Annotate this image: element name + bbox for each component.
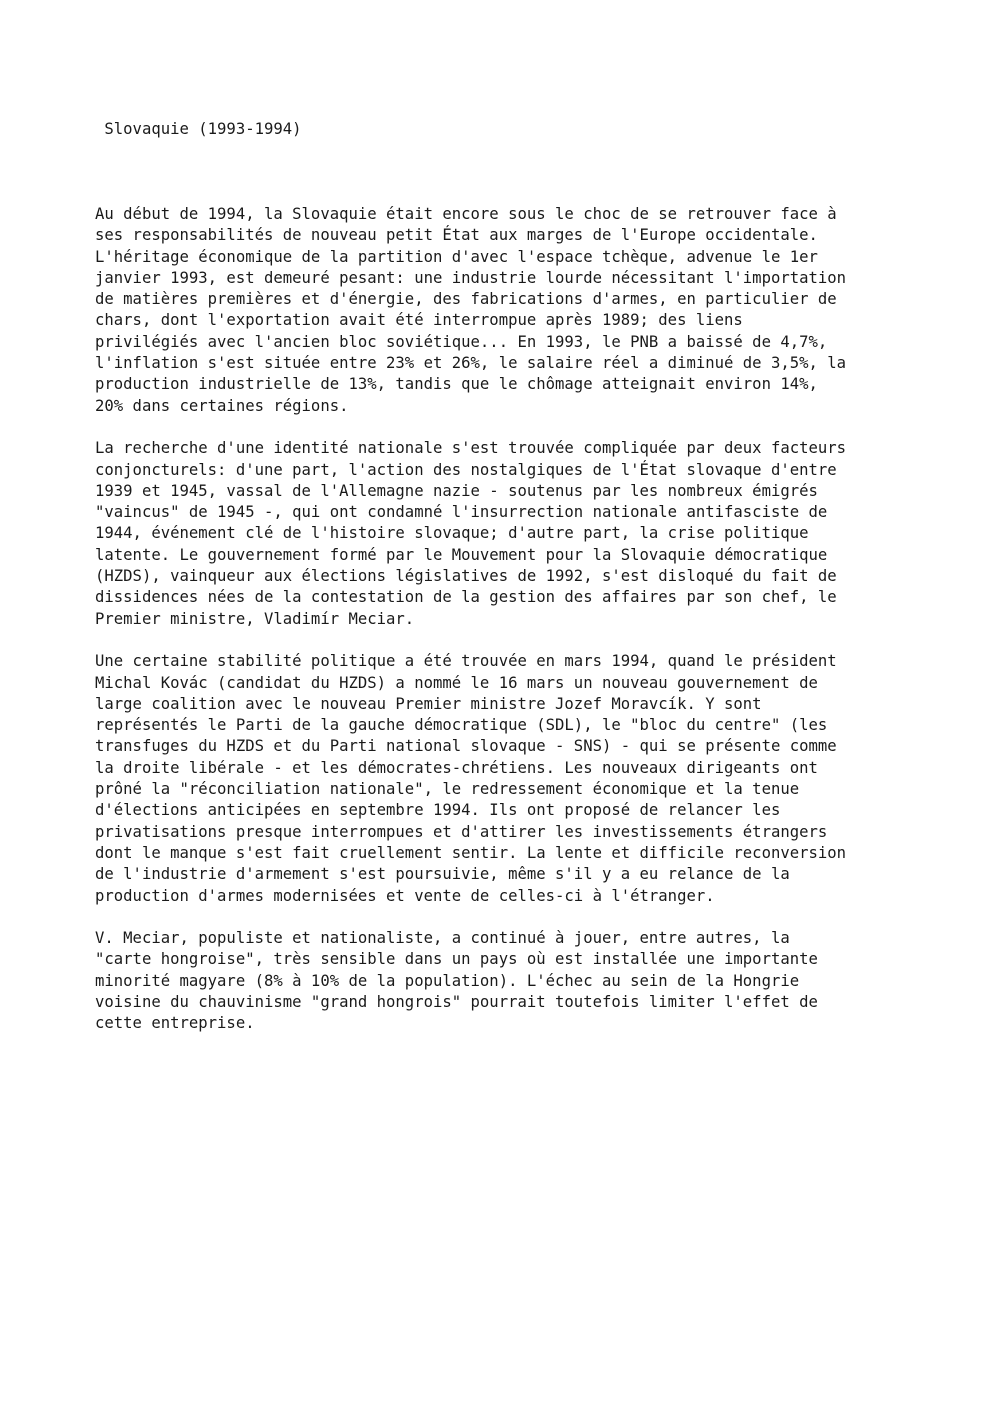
document-body bbox=[95, 204, 945, 1056]
text-line: L'héritage économique de la partition d'avec l'espace tchèque, advenue le 1er bbox=[95, 247, 818, 266]
paragraph-national-identity bbox=[95, 438, 945, 630]
text-line: 20% dans certaines régions. bbox=[95, 396, 349, 415]
text-line: Michal Kovác (candidat du HZDS) a nommé le 16 mars un nouveau gouvernement de bbox=[95, 673, 818, 692]
text-line: transfuges du HZDS et du Parti national slovaque - SNS) - qui se présente comme bbox=[95, 737, 837, 756]
text-line: minorité magyare (8% à 10% de la population). L'échec au sein de la Hongrie bbox=[95, 971, 800, 990]
text-line: production d'armes modernisées et vente de celles-ci à l'étranger. bbox=[95, 886, 715, 905]
text-line: (HZDS), vainqueur aux élections législatives de 1992, s'est disloqué du fait de bbox=[95, 567, 837, 586]
text-line: janvier 1993, est demeuré pesant: une industrie lourde nécessitant l'importation bbox=[95, 268, 847, 287]
text-line: Une certaine stabilité politique a été trouvée en mars 1994, quand le président bbox=[95, 652, 837, 671]
text-line: de matières premières et d'énergie, des fabrications d'armes, en particulier de bbox=[95, 290, 837, 309]
text-line: la droite libérale - et les démocrates-chrétiens. Les nouveaux dirigeants ont bbox=[95, 758, 818, 777]
text-line: représentés le Parti de la gauche démocratique (SDL), le "bloc du centre" (les bbox=[95, 716, 828, 735]
text-line: Premier ministre, Vladimír Meciar. bbox=[95, 609, 415, 628]
text-line: Au début de 1994, la Slovaquie était encore sous le choc de se retrouver face à bbox=[95, 205, 837, 223]
text-line: dissidences nées de la contestation de la gestion des affaires par son chef, le bbox=[95, 588, 837, 607]
text-line: V. Meciar, populiste et nationaliste, a continué à jouer, entre autres, la bbox=[95, 929, 790, 948]
text-line: chars, dont l'exportation avait été interrompue après 1989; des liens bbox=[95, 311, 743, 330]
text-line: production industrielle de 13%, tandis que le chômage atteignait environ 14%, bbox=[95, 375, 818, 394]
text-line: l'inflation s'est située entre 23% et 26%, le salaire réel a diminué de 3,5%, la bbox=[95, 354, 847, 373]
text-line: d'élections anticipées en septembre 1994. Ils ont proposé de relancer les bbox=[95, 801, 781, 820]
text-line: large coalition avec le nouveau Premier ministre Jozef Moravcík. Y sont bbox=[95, 694, 762, 713]
text-line: dont le manque s'est fait cruellement sentir. La lente et difficile reconversion bbox=[95, 843, 847, 862]
paragraph-economy bbox=[95, 204, 945, 417]
text-line: 1944, événement clé de l'histoire slovaque; d'autre part, la crise politique bbox=[95, 524, 809, 543]
paragraph-hungarian-card bbox=[95, 928, 945, 1034]
text-line: "vaincus" de 1945 -, qui ont condamné l'insurrection nationale antifasciste de bbox=[95, 503, 828, 522]
text-line: voisine du chauvinisme "grand hongrois" pourrait toutefois limiter l'effet de bbox=[95, 992, 818, 1011]
text-line: La recherche d'une identité nationale s'est trouvée compliquée par deux facteurs bbox=[95, 439, 847, 458]
text-line: ses responsabilités de nouveau petit État aux marges de l'Europe occidentale. bbox=[95, 226, 818, 245]
text-line: privilégiés avec l'ancien bloc soviétique... En 1993, le PNB a baissé de 4,7%, bbox=[95, 332, 828, 351]
document-title: Slovaquie (1993-1994) bbox=[95, 120, 302, 138]
text-line: prôné la "réconciliation nationale", le redressement économique et la tenue bbox=[95, 780, 800, 799]
text-line: cette entreprise. bbox=[95, 1014, 255, 1033]
text-line: 1939 et 1945, vassal de l'Allemagne nazie - soutenus par les nombreux émigrés bbox=[95, 481, 818, 500]
paragraph-political-stability bbox=[95, 651, 945, 907]
text-line: "carte hongroise", très sensible dans un pays où est installée une importante bbox=[95, 950, 818, 969]
text-line: privatisations presque interrompues et d'attirer les investissements étrangers bbox=[95, 822, 828, 841]
text-line: conjoncturels: d'une part, l'action des nostalgiques de l'État slovaque d'entre bbox=[95, 460, 837, 479]
text-line: de l'industrie d'armement s'est poursuivie, même s'il y a eu relance de la bbox=[95, 865, 790, 884]
text-line: latente. Le gouvernement formé par le Mouvement pour la Slovaquie démocratique bbox=[95, 545, 828, 564]
